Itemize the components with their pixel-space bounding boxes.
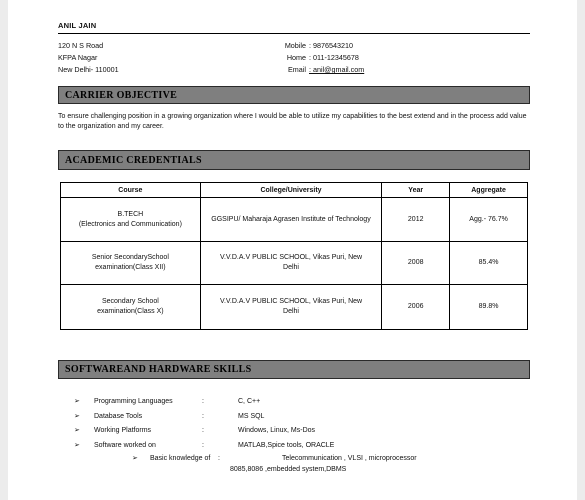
sub-skill-value-line-1: Telecommunication , VLSI , microprocessor <box>282 455 417 462</box>
college-line: Delhi <box>283 308 299 315</box>
academic-table <box>60 182 528 330</box>
arrow-bullet-icon: ➢ <box>132 455 138 462</box>
sub-skill-colon: : <box>218 455 220 462</box>
course-line: Secondary School <box>101 298 159 305</box>
column-header-aggregate: Aggregate <box>450 183 528 198</box>
college-line: V.V.D.A.V PUBLIC SCHOOL, Vikas Puri, New <box>219 298 363 305</box>
table-row <box>61 242 528 285</box>
skills-heading: SOFTWAREAND HARDWARE SKILLS <box>58 360 530 379</box>
contact-values <box>309 40 364 76</box>
college-line: Delhi <box>283 264 299 271</box>
table-row <box>61 198 528 242</box>
column-header-year: Year <box>382 183 450 198</box>
mobile-label: Mobile <box>284 41 306 50</box>
email-label: Email <box>288 65 306 74</box>
skill-label: Database Tools <box>94 412 143 420</box>
skill-value: C, C++ <box>238 398 261 405</box>
college-cell <box>200 198 382 242</box>
address-line-3: New Delhi- 110001 <box>58 65 119 74</box>
course-line: Senior SecondarySchool <box>91 254 169 261</box>
aggregate-cell: Agg.- 76.7% <box>450 198 528 242</box>
address-block <box>58 40 119 76</box>
sub-skill-value-line-2: 8085,8086 ,embedded system,DBMS <box>230 465 347 473</box>
skill-label: Software worked on <box>94 441 156 449</box>
college-cell <box>200 242 382 285</box>
aggregate-cell: 85.4% <box>450 242 528 285</box>
table-header-row <box>61 183 528 198</box>
aggregate-cell: 89.8% <box>450 285 528 330</box>
college-cell <box>200 285 382 330</box>
contact-labels <box>278 40 306 76</box>
year-cell: 2006 <box>382 285 450 330</box>
course-line: examination(Class X) <box>97 308 164 315</box>
course-line: B.TECH <box>117 210 144 218</box>
course-line: (Electronics and Communication) <box>78 220 182 228</box>
skill-colon: : <box>202 398 204 405</box>
resume-page <box>8 0 577 500</box>
year-cell: 2012 <box>382 198 450 242</box>
candidate-name: ANIL JAIN <box>58 21 97 30</box>
course-cell <box>61 285 201 330</box>
college-line: V.V.D.A.V PUBLIC SCHOOL, Vikas Puri, New <box>219 254 363 261</box>
skill-value: Windows, Linux, Ms-Dos <box>238 427 316 434</box>
email-link[interactable]: : anil@gmail.com <box>309 65 365 74</box>
home-value: : 011-12345678 <box>309 53 359 62</box>
skill-label: Working Platforms <box>94 427 152 434</box>
course-cell <box>61 242 201 285</box>
course-line: examination(Class XII) <box>95 264 166 271</box>
arrow-bullet-icon: ➢ <box>74 412 80 420</box>
skill-colon: : <box>202 427 204 434</box>
skill-value: MS SQL <box>238 412 265 420</box>
year-cell: 2008 <box>382 242 450 285</box>
address-line-1: 120 N S Road <box>58 41 104 50</box>
mobile-value: : 9876543210 <box>309 41 353 50</box>
column-header-course: Course <box>61 183 201 198</box>
arrow-bullet-icon: ➢ <box>74 441 80 449</box>
objective-text: To ensure challenging position in a growing organization where I would be able to utilize my capabilities to the best extend and in the process add value to the organization and my career. <box>58 113 527 130</box>
course-cell <box>61 198 201 242</box>
home-label: Home <box>286 53 306 62</box>
sub-skill-label: Basic knowledge of <box>150 455 211 462</box>
skill-value: MATLAB,Spice tools, ORACLE <box>238 441 335 449</box>
college-line: GGSIPU/ Maharaja Agrasen Institute of Technology <box>211 215 371 223</box>
arrow-bullet-icon: ➢ <box>74 427 80 434</box>
academic-heading: ACADEMIC CREDENTIALS <box>58 150 530 170</box>
column-header-college: College/University <box>200 183 382 198</box>
header-divider <box>58 33 530 34</box>
skill-colon: : <box>202 441 204 449</box>
address-line-2: KFPA Nagar <box>58 53 98 62</box>
objective-heading: CARRIER OBJECTIVE <box>58 86 530 104</box>
table-row <box>61 285 528 330</box>
skill-label: Programming Languages <box>94 398 173 405</box>
skill-colon: : <box>202 412 204 420</box>
arrow-bullet-icon: ➢ <box>74 398 80 405</box>
